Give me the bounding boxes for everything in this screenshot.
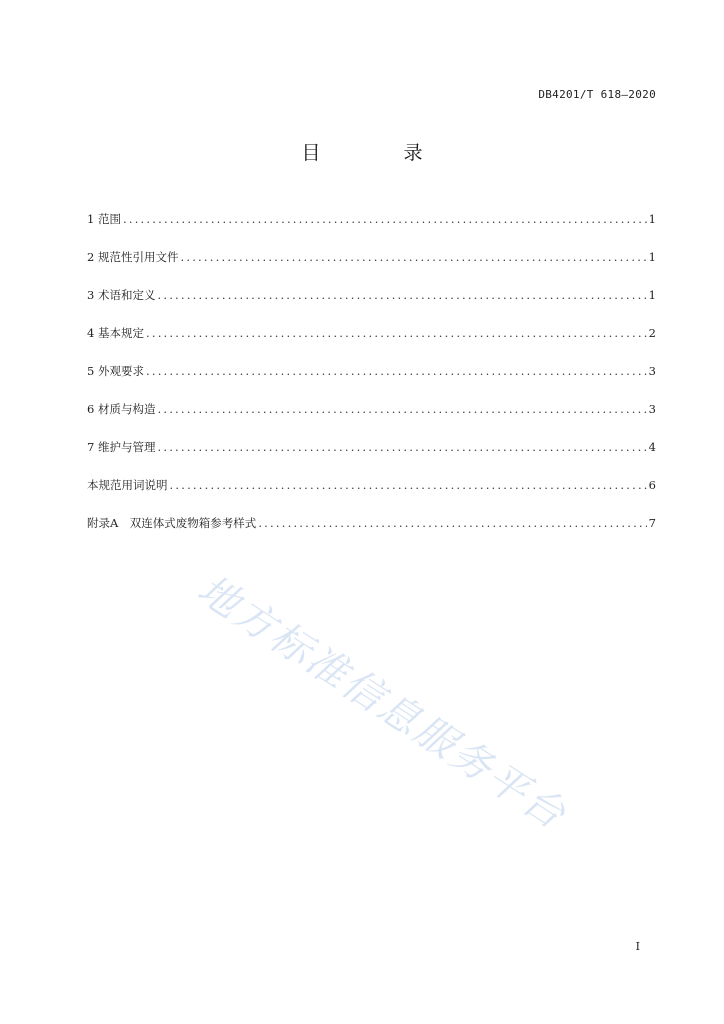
toc-leader-dots (170, 476, 647, 494)
toc-leader-dots (258, 514, 646, 532)
toc-entry-label: 1 范围 (87, 212, 121, 226)
toc-leader-dots (146, 362, 647, 380)
toc-leader-dots (180, 248, 646, 266)
toc-leader-dots (123, 210, 647, 228)
toc-leader-dots (146, 324, 647, 342)
toc-entry-label: 2 规范性引用文件 (87, 250, 179, 264)
toc-entry-page: 3 (648, 402, 656, 416)
toc-entry-label: 本规范用词说明 (87, 478, 168, 492)
toc-entry-page: 4 (648, 440, 656, 454)
toc-entry-label: 3 术语和定义 (87, 288, 156, 302)
toc-leader-dots (157, 400, 646, 418)
toc-entry-material-construction[interactable] (87, 400, 656, 438)
toc-entry-label: 4 基本规定 (87, 326, 144, 340)
table-of-contents (87, 210, 656, 552)
watermark: 地方标准信息服务平台 (189, 566, 575, 840)
toc-entry-scope[interactable] (87, 210, 656, 248)
toc-entry-label: 6 材质与构造 (87, 402, 156, 416)
toc-leader-dots (157, 438, 646, 456)
toc-entry-normative-references[interactable] (87, 248, 656, 286)
page-number: I (635, 940, 640, 953)
toc-entry-page: 3 (648, 364, 656, 378)
toc-entry-page: 7 (648, 516, 656, 530)
toc-entry-basic-provisions[interactable] (87, 324, 656, 362)
toc-entry-maintenance-management[interactable] (87, 438, 656, 476)
toc-entry-page: 1 (648, 288, 656, 302)
toc-leader-dots (157, 286, 646, 304)
toc-entry-page: 6 (648, 478, 656, 492)
toc-title: 目 录 (301, 142, 455, 164)
toc-entry-terms-definitions[interactable] (87, 286, 656, 324)
toc-entry-page: 1 (648, 250, 656, 264)
document-code: DB4201/T 618—2020 (538, 88, 656, 101)
toc-entry-wording-explanation[interactable] (87, 476, 656, 514)
toc-entry-page: 2 (648, 326, 656, 340)
toc-entry-label: 7 维护与管理 (87, 440, 156, 454)
toc-entry-label: 5 外观要求 (87, 364, 144, 378)
toc-entry-appearance-requirements[interactable] (87, 362, 656, 400)
toc-entry-label: 附录A 双连体式废物箱参考样式 (87, 516, 257, 530)
toc-entry-page: 1 (648, 212, 656, 226)
toc-entry-appendix-a[interactable] (87, 514, 656, 552)
